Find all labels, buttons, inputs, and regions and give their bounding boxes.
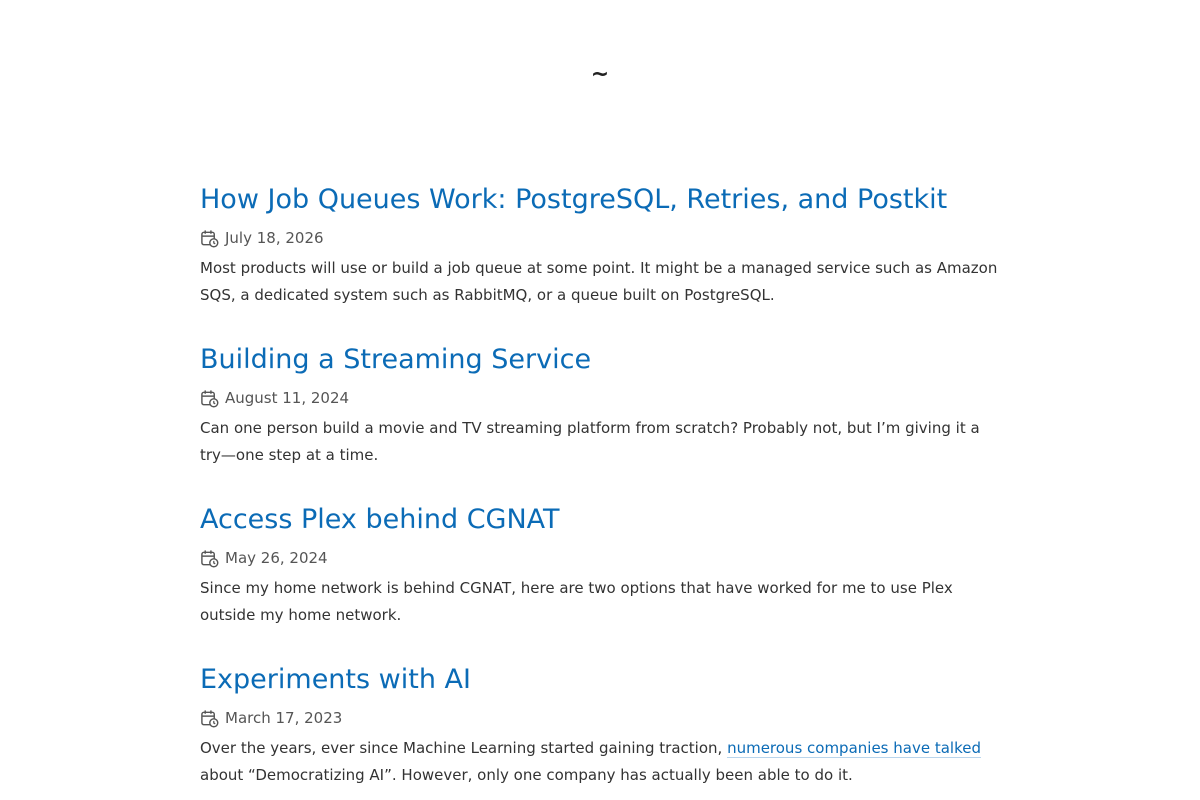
inline-link[interactable]: numerous companies have talked — [727, 739, 981, 757]
home-link[interactable]: ~ — [590, 62, 610, 87]
calendar-clock-icon — [200, 709, 219, 728]
post-summary-text: about “Democratizing AI”. However, only one company has actually been able to do it. — [200, 766, 853, 784]
post-summary: Most products will use or build a job queue at some point. It might be a managed service such as Amazon SQS, a dedicated system such as RabbitMQ, or a queue built on PostgreSQL. — [200, 259, 998, 304]
post-item — [200, 658, 1000, 800]
calendar-clock-icon — [200, 549, 219, 568]
post-list — [200, 178, 1000, 800]
post-title-link[interactable]: Experiments with AI — [200, 664, 471, 695]
post-date: May 26, 2024 — [225, 549, 328, 567]
post-date: July 18, 2026 — [225, 229, 324, 247]
post-summary — [200, 735, 1000, 789]
post-date: March 17, 2023 — [225, 709, 343, 727]
post-title-link[interactable]: How Job Queues Work: PostgreSQL, Retries, and Postkit — [200, 184, 948, 215]
post-item — [200, 498, 1000, 658]
post-summary: Can one person build a movie and TV streaming platform from scratch? Probably not, but I’m giving it a try—one step at a time. — [200, 419, 980, 464]
post-summary: Since my home network is behind CGNAT, here are two options that have worked for me to use Plex outside my home network. — [200, 579, 953, 624]
calendar-clock-icon — [200, 389, 219, 408]
post-date-row — [200, 227, 1000, 249]
post-summary-text: Over the years, ever since Machine Learning started gaining traction, — [200, 739, 728, 757]
post-title-link[interactable]: Building a Streaming Service — [200, 344, 592, 375]
post-item — [200, 338, 1000, 498]
post-item — [200, 178, 1000, 338]
calendar-clock-icon — [200, 229, 219, 248]
post-date: August 11, 2024 — [225, 389, 350, 407]
post-date-row — [200, 707, 1000, 729]
post-date-row — [200, 387, 1000, 409]
post-title-link[interactable]: Access Plex behind CGNAT — [200, 504, 560, 535]
post-date-row — [200, 547, 1000, 569]
